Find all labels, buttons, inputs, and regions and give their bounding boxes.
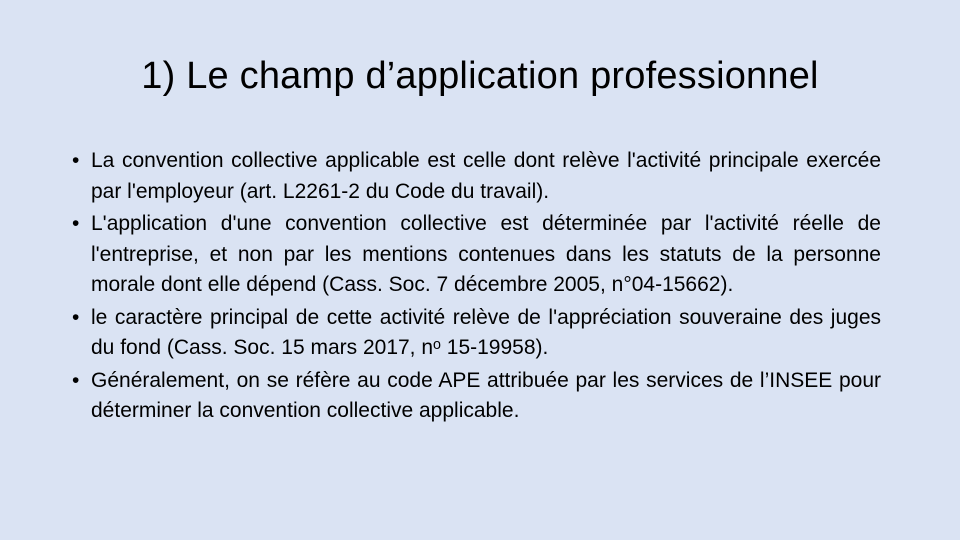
bullet-icon: • (72, 212, 80, 235)
slide-title: 1) Le champ d’application professionnel (141, 55, 819, 97)
bullet-text: le caractère principal de cette activité relève de l'appréciation souveraine des juges du fond (Cass. Soc. 15 mars 2017, nᵒ 15-19958). (91, 305, 881, 359)
bullet-text: L'application d'une convention collective est déterminée par l'activité réelle de l'entreprise, et non par les mentions contenues dans les statuts de la personne morale dont elle dépend (Cass. Soc. 7 décembre 2005, n°04-15662). (91, 212, 881, 296)
bullet-icon: • (72, 305, 80, 329)
bullet-item (72, 366, 881, 427)
bullet-icon: • (72, 149, 80, 172)
bullet-text: Généralement, on se réfère au code APE attribuée par les services de l’INSEE pour déterminer la convention collective applicable. (91, 368, 881, 422)
bullet-icon: • (72, 368, 80, 392)
bullet-text: La convention collective applicable est celle dont relève l'activité principale exercée par l'employeur (art. L2261-2 du Code du travail). (91, 149, 881, 203)
bullet-list (72, 146, 881, 429)
bullet-item (72, 303, 881, 364)
bullet-item (72, 146, 881, 207)
bullet-item (72, 209, 881, 301)
